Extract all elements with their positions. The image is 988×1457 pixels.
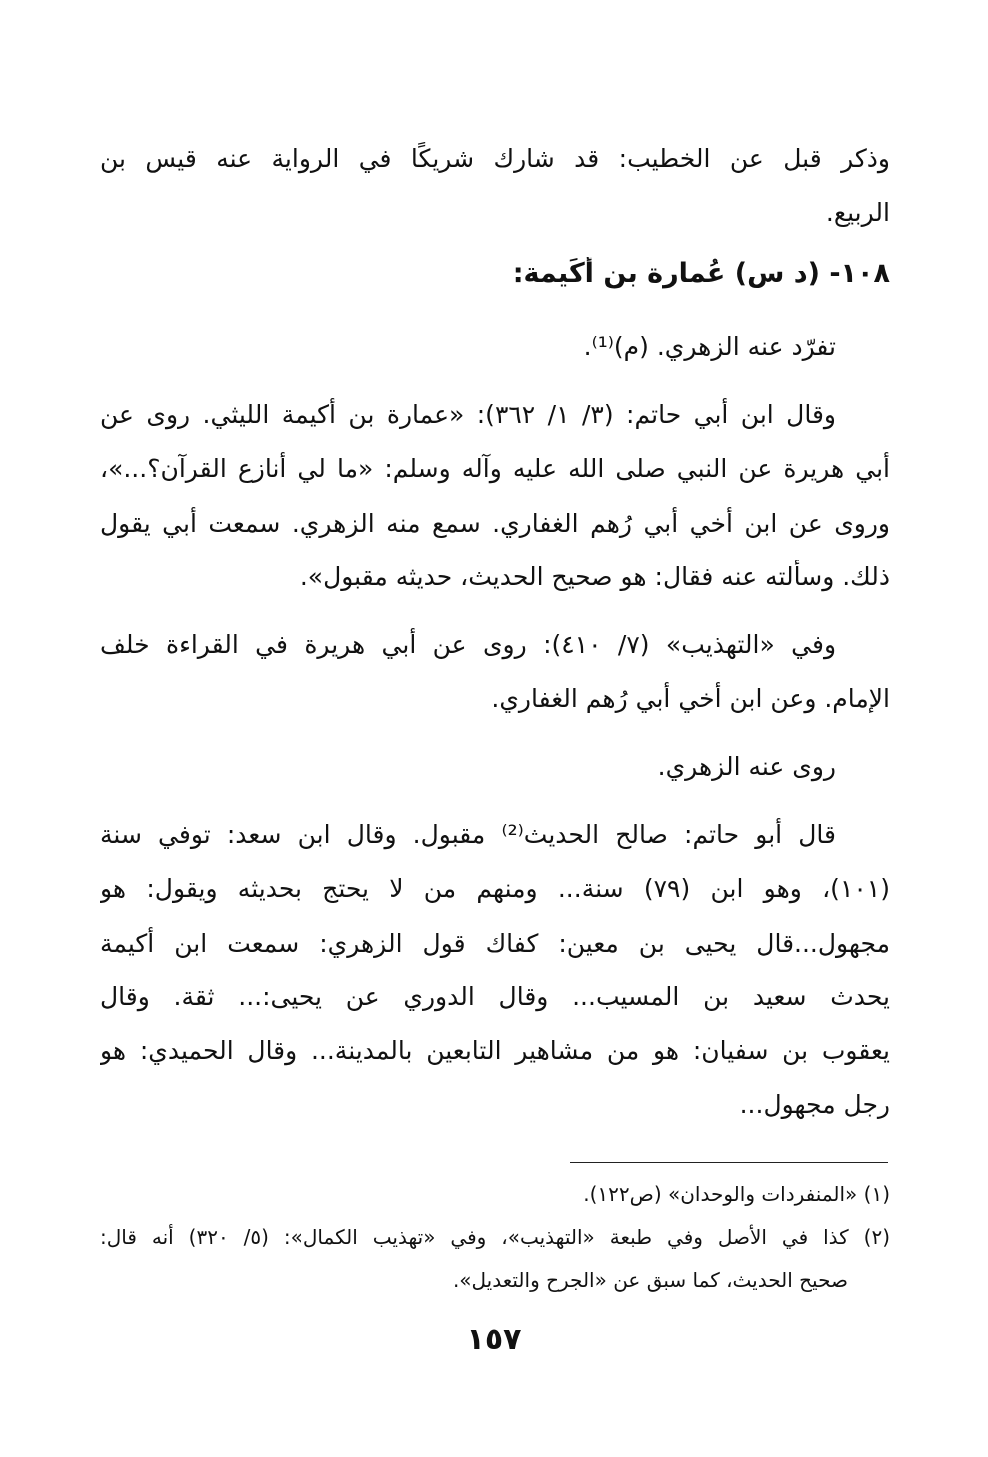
text-line-10: الإمام. وعن ابن أخي أبي رُهم الغفاري. — [491, 684, 890, 713]
text-line-5: وقال ابن أبي حاتم: (٣/ ١/ ٣٦٢): «عمارة بن أكيمة الليثي. روى عن — [100, 400, 836, 429]
text-line-7: وروى عن ابن أخي أبي رُهم الغفاري. سمع منه الزهري. سمعت أبي يقول — [100, 509, 890, 538]
text-line-2: الربيع. — [825, 198, 890, 227]
text-line-1: وذكر قبل عن الخطيب: قد شارك شريكًا في الرواية عنه قيس بن — [100, 144, 890, 173]
text-line-16: يعقوب بن سفيان: هو من مشاهير التابعين بالمدينة... وقال الحميدي: هو — [100, 1036, 890, 1065]
text-line-14: مجهول...قال يحيى بن معين: كفاك قول الزهري: سمعت ابن أكيمة — [100, 929, 890, 958]
footnote-separator — [570, 1162, 888, 1163]
text-line-6: أبي هريرة عن النبي صلى الله عليه وآله وسلم: «ما لي أنازع القرآن؟...»، — [100, 454, 890, 483]
text-line-13: (١٠١)، وهو ابن (٧٩) سنة... ومنهم من لا يحتج بحديثه ويقول: هو — [100, 874, 890, 903]
text-line-17: رجل مجهول... — [739, 1090, 890, 1119]
text-line-4: تفرّد عنه الزهري. (م)⁽¹⁾. — [583, 332, 836, 361]
text-line-12: قال أبو حاتم: صالح الحديث⁽²⁾ مقبول. وقال ابن سعد: توفي سنة — [100, 820, 836, 849]
text-line-9: وفي «التهذيب» (٧/ ٤١٠): روى عن أبي هريرة في القراءة خلف — [100, 630, 837, 659]
page-number: ١٥٧ — [466, 1322, 522, 1357]
text-line-11: روى عنه الزهري. — [657, 752, 836, 781]
entry-heading-108: ١٠٨- (د س) عُمارة بن أُكَيمة: — [512, 258, 890, 289]
footnote-2: (٢) كذا في الأصل وفي طبعة «التهذيب»، وفي «تهذيب الكمال»: (٥/ ٣٢٠) أنه قال: — [100, 1225, 890, 1249]
text-line-8: ذلك. وسألته عنه فقال: هو صحيح الحديث، حديثه مقبول». — [299, 562, 890, 591]
footnote-2-continued: صحيح الحديث، كما سبق عن «الجرح والتعديل». — [452, 1268, 848, 1292]
text-line-15: يحدث سعيد بن المسيب... وقال الدوري عن يحيى:... ثقة. وقال — [100, 982, 890, 1011]
footnote-1: (١) «المنفردات والوحدان» (ص١٢٢). — [583, 1182, 890, 1206]
